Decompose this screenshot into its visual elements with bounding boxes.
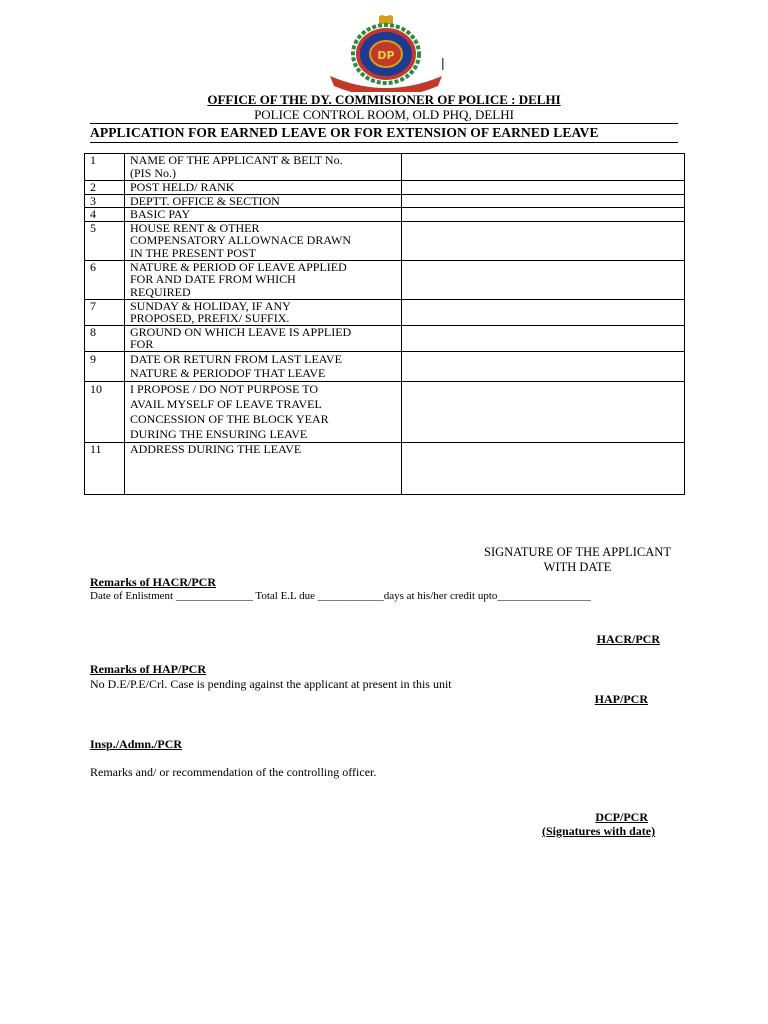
row-number: 7: [85, 299, 125, 325]
row-label: [125, 260, 402, 299]
divider: [90, 142, 678, 143]
form-row: [85, 351, 685, 381]
form-row: [85, 181, 685, 195]
row-number: 6: [85, 260, 125, 299]
controlling-officer-remarks: Remarks and/ or recommendation of the controlling officer.: [90, 765, 377, 779]
row-label-line: CONCESSION OF THE BLOCK YEAR: [130, 411, 329, 426]
row-number: 9: [85, 351, 125, 381]
dcp-signatory: DCP/PCR: [595, 810, 648, 824]
row-label-line: HOUSE RENT & OTHER: [130, 220, 260, 235]
hacr-remarks-heading: Remarks of HACR/PCR: [90, 575, 216, 589]
hap-signatory: HAP/PCR: [594, 692, 648, 706]
applicant-signature-date: WITH DATE: [543, 560, 612, 574]
form-row: [85, 381, 685, 442]
row-value-field[interactable]: [402, 381, 685, 442]
row-number: 8: [85, 325, 125, 351]
row-label-line: FOR: [130, 337, 154, 351]
application-title: APPLICATION FOR EARNED LEAVE OR FOR EXTENSION OF EARNED LEAVE: [90, 125, 599, 140]
row-label: [125, 381, 402, 442]
delhi-police-emblem: [322, 14, 450, 92]
form-row: [85, 221, 685, 260]
row-label-line: AVAIL MYSELF OF LEAVE TRAVEL: [130, 396, 322, 411]
row-label-line: DATE OR RETURN FROM LAST LEAVE: [130, 351, 342, 366]
row-label-line: BASIC PAY: [130, 207, 191, 221]
row-label: [125, 208, 402, 222]
row-value-field[interactable]: [402, 442, 685, 494]
row-number: 5: [85, 221, 125, 260]
row-value-field[interactable]: [402, 181, 685, 195]
dcp-signature-note: (Signatures with date): [542, 824, 656, 838]
row-number: 10: [85, 381, 125, 442]
row-label-line: SUNDAY & HOLIDAY, IF ANY: [130, 298, 291, 313]
svg-text:DP: DP: [377, 49, 395, 62]
form-row: [85, 154, 685, 181]
form-row: [85, 260, 685, 299]
row-label-line: COMPENSATORY ALLOWNACE DRAWN: [130, 233, 352, 247]
applicant-signature-label: SIGNATURE OF THE APPLICANT: [484, 545, 671, 559]
form-row: [85, 194, 685, 208]
row-label-line: I PROPOSE / DO NOT PURPOSE TO: [130, 381, 319, 396]
row-label-line: POST HELD/ RANK: [130, 180, 235, 194]
hacr-signatory: HACR/PCR: [596, 632, 660, 646]
hap-remarks-heading: Remarks of HAP/PCR: [90, 662, 206, 676]
row-label-line: REQUIRED: [130, 284, 191, 299]
row-value-field[interactable]: [402, 260, 685, 299]
row-label-line: PROPOSED, PREFIX/ SUFFIX.: [130, 311, 290, 325]
row-value-field[interactable]: [402, 154, 685, 181]
row-label-line: NAME OF THE APPLICANT & BELT No.: [130, 153, 343, 167]
row-label: [125, 351, 402, 381]
row-number: 2: [85, 181, 125, 195]
row-label-line: (PIS No.): [130, 165, 177, 180]
row-number: 3: [85, 194, 125, 208]
row-label: [125, 221, 402, 260]
row-label: [125, 299, 402, 325]
insp-admn-heading: Insp./Admn./PCR: [90, 737, 183, 751]
row-label: [125, 181, 402, 195]
row-label: [125, 154, 402, 181]
row-label-line: FOR AND DATE FROM WHICH: [130, 272, 296, 286]
row-label-line: IN THE PRESENT POST: [130, 245, 256, 260]
application-form-table: [84, 153, 685, 495]
row-value-field[interactable]: [402, 325, 685, 351]
form-row: [85, 299, 685, 325]
row-number: 11: [85, 442, 125, 494]
divider: [90, 123, 678, 124]
row-label-line: ADDRESS DURING THE LEAVE: [130, 441, 302, 456]
row-label-line: DEPTT. OFFICE & SECTION: [130, 193, 280, 208]
form-row: [85, 442, 685, 494]
row-label: [125, 194, 402, 208]
row-number: 4: [85, 208, 125, 222]
form-row: [85, 208, 685, 222]
office-title: OFFICE OF THE DY. COMMISIONER OF POLICE : DELHI: [207, 92, 561, 107]
row-label: [125, 325, 402, 351]
row-value-field[interactable]: [402, 221, 685, 260]
crest-icon: [379, 15, 393, 24]
row-label-line: NATURE & PERIODOF THAT LEAVE: [130, 365, 326, 380]
hacr-remarks-details: Date of Enlistment ______________ Total E.L due ____________days at his/her credit upto_________________: [90, 590, 591, 602]
row-number: 1: [85, 154, 125, 181]
row-value-field[interactable]: [402, 194, 685, 208]
row-value-field[interactable]: [402, 208, 685, 222]
row-label: [125, 442, 402, 494]
office-address: POLICE CONTROL ROOM, OLD PHQ, DELHI: [254, 107, 514, 122]
row-label-line: DURING THE ENSURING LEAVE: [130, 426, 308, 441]
row-value-field[interactable]: [402, 351, 685, 381]
row-label-line: NATURE & PERIOD OF LEAVE APPLIED: [130, 259, 347, 274]
row-label-line: GROUND ON WHICH LEAVE IS APPLIED: [130, 324, 352, 339]
form-row: [85, 325, 685, 351]
hap-remarks-details: No D.E/P.E/Crl. Case is pending against the applicant at present in this unit: [90, 677, 452, 691]
row-value-field[interactable]: [402, 299, 685, 325]
